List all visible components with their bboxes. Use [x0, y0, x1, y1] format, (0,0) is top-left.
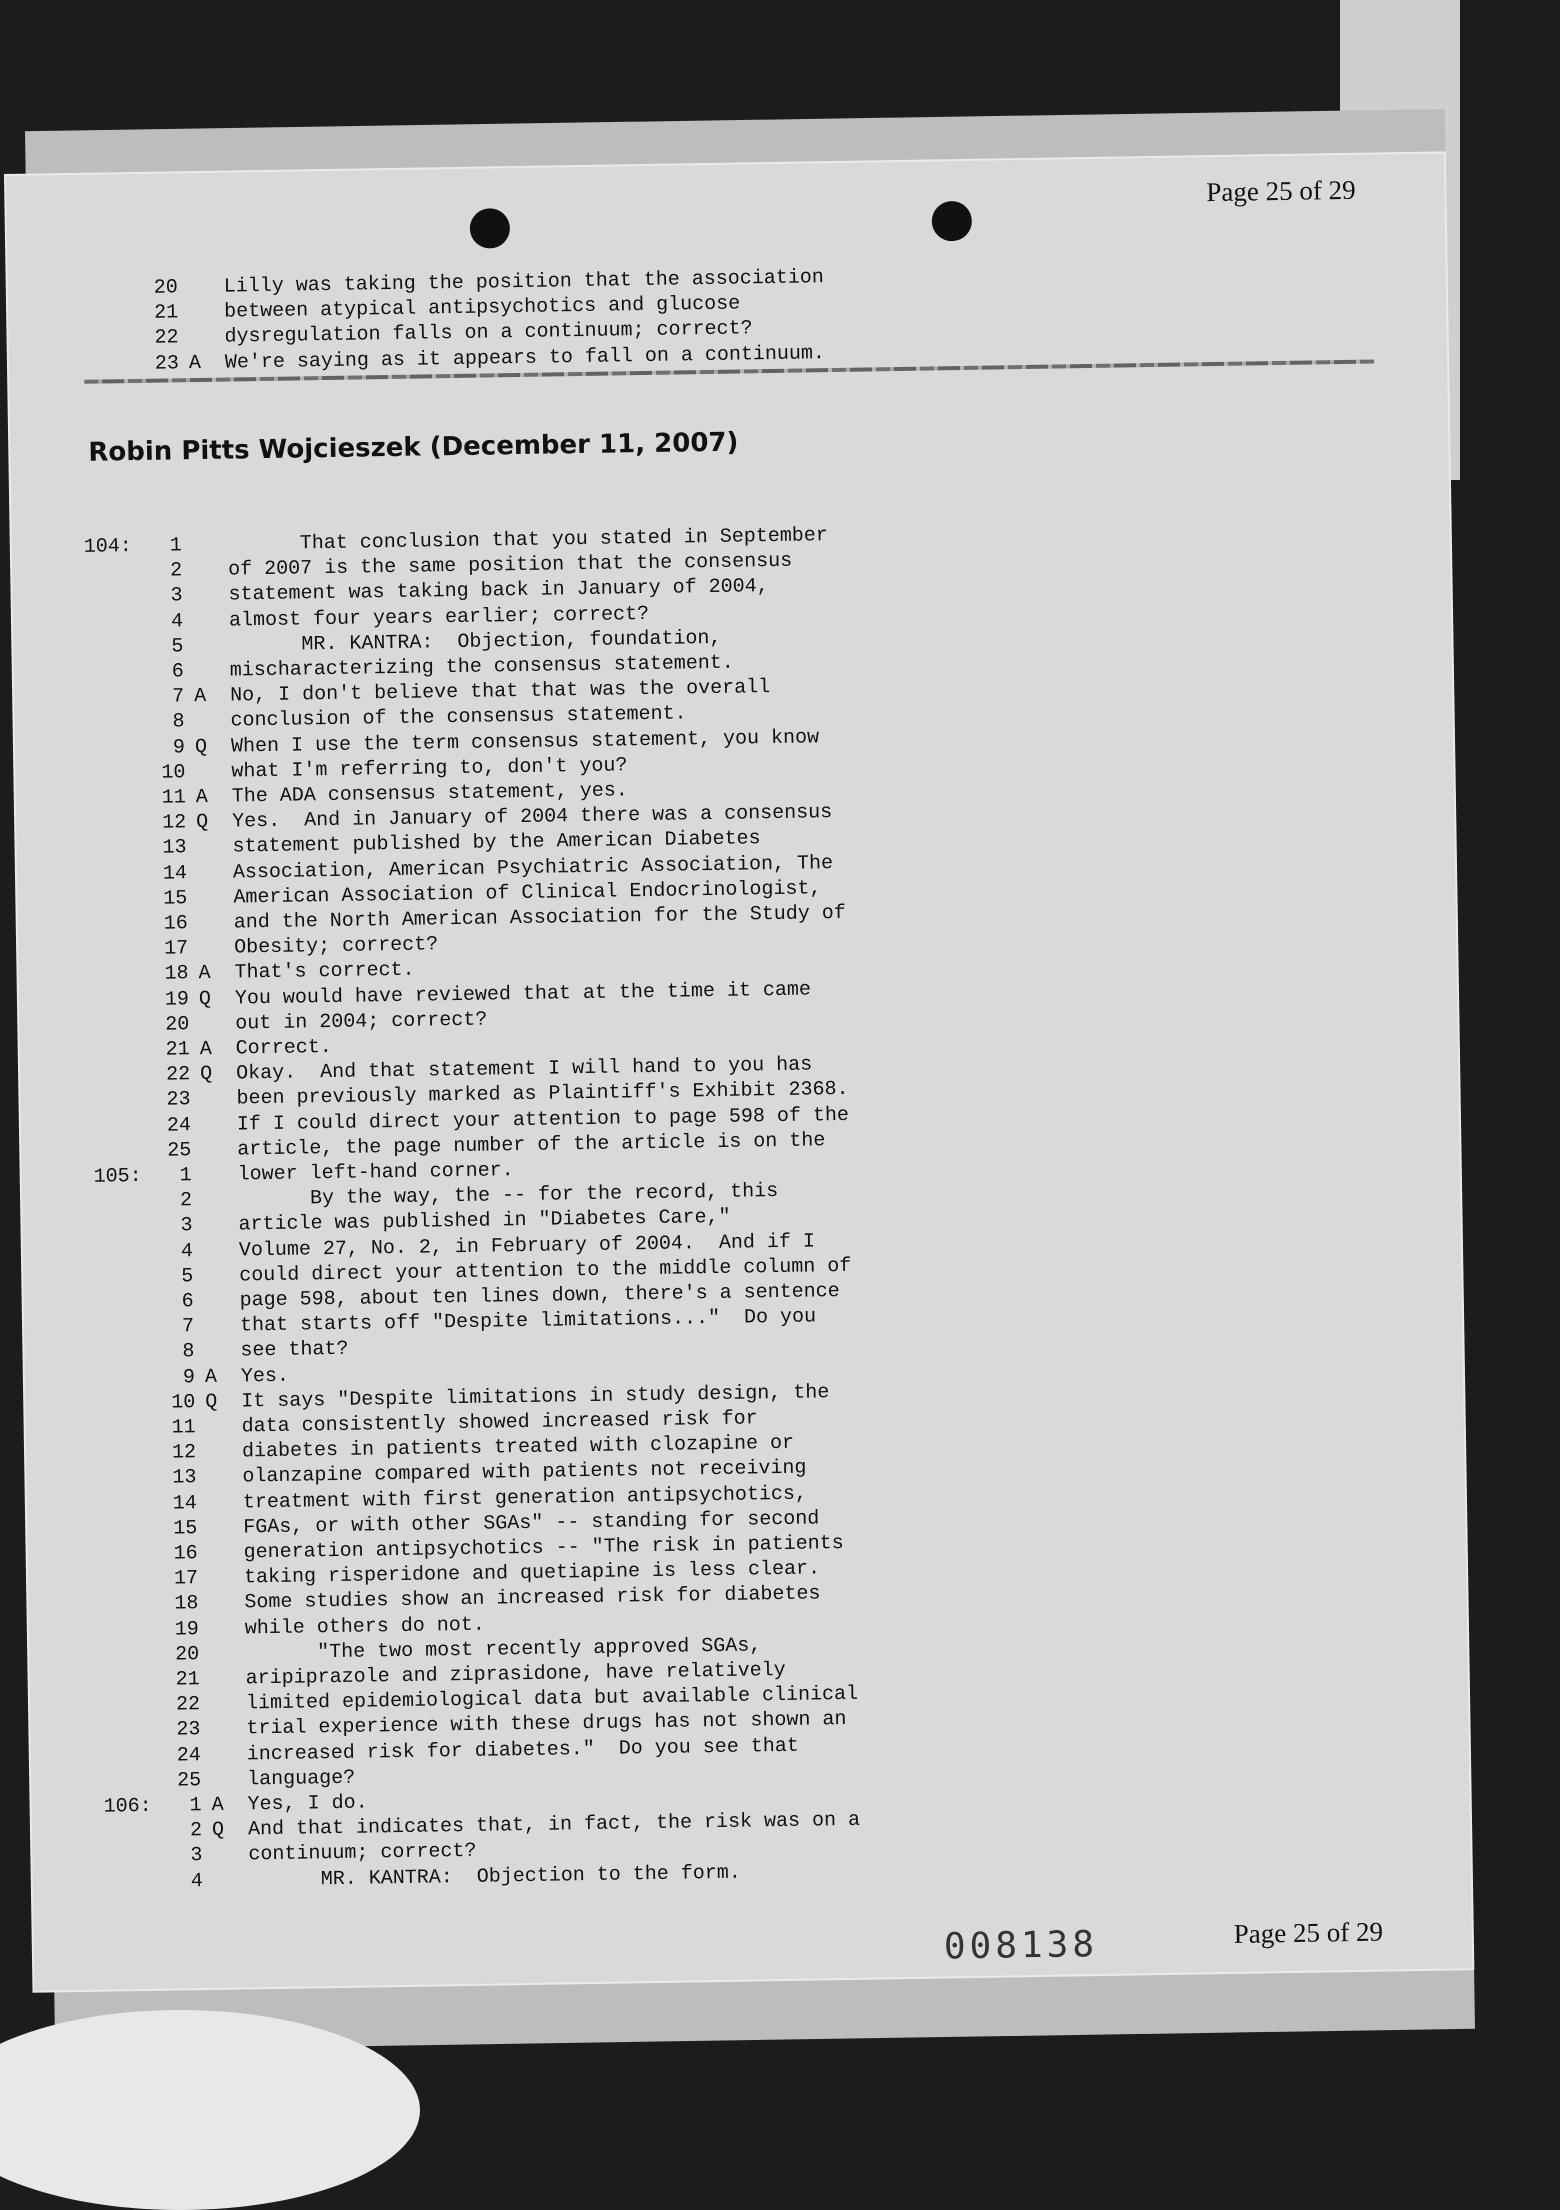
line-number: 1: [142, 533, 182, 559]
line-text: and the North American Association for the Study of: [234, 901, 846, 936]
line-text: MR. KANTRA: Objection, foundation,: [301, 626, 721, 658]
page-line-ref: [31, 1744, 151, 1746]
line-text: while others do not.: [245, 1612, 485, 1641]
line-number: 12: [146, 810, 186, 836]
page-line-ref: [26, 1441, 146, 1443]
line-number: 15: [147, 886, 187, 912]
line-text: between atypical antipsychotics and glucose: [224, 292, 740, 325]
page-line-ref: [24, 1340, 144, 1342]
page-line-ref: [25, 1366, 145, 1368]
line-number: 8: [154, 1340, 194, 1366]
line-number: 13: [156, 1466, 196, 1492]
line-number: 9: [145, 735, 185, 761]
punch-hole: [470, 208, 511, 249]
line-number: 15: [157, 1516, 197, 1542]
speaker-marker: A: [205, 1364, 217, 1389]
line-text: almost four years earlier; correct?: [229, 602, 649, 634]
page-line-ref: [23, 1240, 143, 1242]
line-text: generation antipsychotics -- "The risk in patients: [243, 1531, 843, 1565]
line-number: 17: [148, 936, 188, 962]
page-line-ref: [21, 1139, 141, 1141]
line-text: treatment with first generation antipsychotics,: [243, 1481, 807, 1515]
page-line-ref: 105:: [22, 1164, 142, 1191]
page-line-ref: [13, 635, 133, 637]
page-line-ref: [28, 1592, 148, 1594]
page-line-ref: [8, 301, 128, 303]
line-number: 3: [162, 1844, 202, 1870]
line-number: 11: [155, 1415, 195, 1441]
line-text: Lilly was taking the position that the association: [224, 265, 824, 299]
page-line-ref: [25, 1391, 145, 1393]
page-line-ref: [23, 1265, 143, 1267]
page-line-ref: [32, 1844, 152, 1846]
page-line-ref: [18, 962, 138, 964]
line-number: 8: [144, 710, 184, 736]
line-number: 22: [160, 1692, 200, 1718]
line-text: olanzapine compared with patients not receiving: [242, 1456, 806, 1490]
line-text: Correct.: [236, 1035, 332, 1062]
line-number: 3: [152, 1214, 192, 1240]
line-number: 14: [157, 1491, 197, 1517]
line-number: 7: [154, 1314, 194, 1340]
line-number: 16: [148, 911, 188, 937]
line-text: page 598, about ten lines down, there's a sentence: [240, 1279, 840, 1313]
page-line-ref: [8, 326, 128, 328]
line-number: 23: [139, 351, 179, 377]
line-number: 6: [154, 1289, 194, 1315]
line-number: 23: [160, 1718, 200, 1744]
line-number: 10: [155, 1390, 195, 1416]
line-text: increased risk for diabetes." Do you see that: [247, 1733, 799, 1767]
line-text: what I'm referring to, don't you?: [231, 753, 627, 784]
line-number: 4: [163, 1869, 203, 1895]
line-number: 7: [144, 684, 184, 710]
line-text: MR. KANTRA: Objection to the form.: [321, 1860, 741, 1892]
page-line-ref: [29, 1643, 149, 1645]
speaker-marker: Q: [200, 1062, 212, 1087]
line-text: see that?: [240, 1337, 348, 1364]
speaker-marker: Q: [196, 810, 208, 835]
page-line-ref: [18, 937, 138, 939]
line-text: article was published in "Diabetes Care,": [238, 1205, 730, 1238]
page-line-ref: [27, 1492, 147, 1494]
line-number: 19: [159, 1617, 199, 1643]
speaker-marker: A: [196, 785, 208, 810]
page-line-ref: [12, 584, 132, 586]
line-text: been previously marked as Plaintiff's Exhibit 2368.: [236, 1077, 848, 1112]
page-line-ref: [30, 1718, 150, 1720]
line-number: 11: [146, 785, 186, 811]
line-number: 24: [161, 1743, 201, 1769]
line-text: could direct your attention to the middle column of: [239, 1254, 851, 1289]
line-text: article, the page number of the article is on the: [237, 1128, 825, 1162]
page-line-ref: [27, 1542, 147, 1544]
line-text: When I use the term consensus statement, you know: [231, 725, 819, 759]
line-number: 21: [159, 1667, 199, 1693]
page-line-ref: 104:: [12, 534, 132, 561]
speaker-marker: Q: [205, 1390, 217, 1415]
speaker-marker: A: [211, 1793, 223, 1818]
line-text: That conclusion that you stated in September: [300, 523, 828, 556]
line-text: statement was taking back in January of 2004,: [228, 574, 768, 607]
page-line-ref: [17, 862, 137, 864]
page-line-ref: [30, 1693, 150, 1695]
section-heading: Robin Pitts Wojcieszek (December 11, 2007): [88, 427, 739, 469]
line-number: 16: [157, 1541, 197, 1567]
page-line-ref: [14, 660, 134, 662]
speaker-marker: A: [194, 684, 206, 709]
line-number: 20: [159, 1642, 199, 1668]
line-number: 25: [161, 1768, 201, 1794]
speaker-marker: A: [200, 1037, 212, 1062]
line-text: statement published by the American Diabetes: [232, 827, 760, 860]
line-number: 10: [145, 760, 185, 786]
line-number: 12: [156, 1440, 196, 1466]
speaker-marker: Q: [199, 986, 211, 1011]
line-text: of 2007 is the same position that the consensus: [228, 549, 792, 583]
line-number: 19: [149, 987, 189, 1013]
line-number: 18: [148, 962, 188, 988]
line-text: The ADA consensus statement, yes.: [232, 778, 628, 809]
bates-number: 008138: [944, 1924, 1099, 1967]
line-text: FGAs, or with other SGAs" -- standing for second: [243, 1506, 819, 1540]
page-line-ref: [28, 1567, 148, 1569]
line-text: Yes.: [241, 1363, 289, 1389]
line-text: And that indicates that, in fact, the risk was on a: [248, 1808, 860, 1843]
page-line-ref: [29, 1618, 149, 1620]
line-text: language?: [247, 1766, 355, 1793]
speaker-marker: A: [198, 961, 210, 986]
page-line-ref: [20, 1063, 140, 1065]
page-line-ref: [31, 1769, 151, 1771]
line-number: 3: [142, 584, 182, 610]
page-line-ref: [22, 1214, 142, 1216]
page-line-ref: [13, 610, 133, 612]
page-line-ref: [18, 912, 138, 914]
line-number: 21: [138, 301, 178, 327]
speaker-marker: A: [189, 351, 201, 376]
line-number: 5: [153, 1264, 193, 1290]
page-line-ref: [26, 1466, 146, 1468]
line-number: 4: [153, 1239, 193, 1265]
page-line-ref: [27, 1517, 147, 1519]
line-text: limited epidemiological data but available clinical: [246, 1682, 858, 1717]
line-text: Okay. And that statement I will hand to you has: [236, 1053, 812, 1087]
page-number-footer: Page 25 of 29: [1234, 1917, 1384, 1950]
line-number: 14: [147, 861, 187, 887]
page-line-ref: [19, 988, 139, 990]
page-line-ref: [16, 811, 136, 813]
line-number: 22: [150, 1062, 190, 1088]
speaker-marker: Q: [212, 1818, 224, 1843]
line-text: out in 2004; correct?: [235, 1007, 487, 1036]
line-number: 2: [162, 1818, 202, 1844]
line-number: 1: [161, 1793, 201, 1819]
line-text: No, I don't believe that that was the overall: [230, 675, 770, 708]
line-number: 2: [142, 558, 182, 584]
line-number: 23: [150, 1088, 190, 1114]
line-text: We're saying as it appears to fall on a continuum.: [225, 341, 825, 375]
page-line-ref: [8, 276, 128, 278]
line-text: that starts off "Despite limitations..." Do you: [240, 1305, 816, 1339]
page-line-ref: [16, 836, 136, 838]
line-text: continuum; correct?: [248, 1839, 476, 1868]
line-text: lower left-hand corner.: [238, 1158, 514, 1187]
page-line-ref: [9, 352, 129, 354]
line-text: dysregulation falls on a continuum; correct?: [224, 317, 752, 350]
line-text: By the way, the -- for the record, this: [310, 1179, 778, 1211]
speaker-marker: Q: [195, 735, 207, 760]
line-number: 25: [151, 1138, 191, 1164]
line-text: Yes, I do.: [247, 1791, 367, 1818]
line-text: Association, American Psychiatric Association, The: [233, 851, 833, 885]
page-line-ref: [24, 1315, 144, 1317]
line-text: diabetes in patients treated with clozapine or: [242, 1431, 794, 1465]
line-text: American Association of Clinical Endocrinologist,: [233, 876, 821, 910]
line-number: 18: [158, 1592, 198, 1618]
line-text: taking risperidone and quetiapine is less clear.: [244, 1557, 820, 1591]
page-number-header: Page 25 of 29: [1206, 175, 1356, 208]
line-number: 4: [143, 609, 183, 635]
line-text: That's correct.: [234, 958, 414, 986]
page-line-ref: [26, 1416, 146, 1418]
page-line-ref: [16, 786, 136, 788]
line-text: It says "Despite limitations in study design, the: [241, 1380, 829, 1414]
line-text: data consistently showed increased risk for: [241, 1406, 757, 1439]
line-text: conclusion of the consensus statement.: [230, 702, 686, 734]
line-text: mischaracterizing the consensus statement.: [230, 651, 734, 684]
punch-hole: [932, 201, 973, 242]
page-line-ref: [24, 1290, 144, 1292]
line-text: Some studies show an increased risk for diabetes: [244, 1582, 820, 1616]
line-number: 1: [152, 1163, 192, 1189]
line-text: Yes. And in January of 2004 there was a consensus: [232, 800, 832, 834]
page-line-ref: 106:: [31, 1794, 151, 1821]
page-line-ref: [29, 1668, 149, 1670]
page-line-ref: [17, 887, 137, 889]
line-text: "The two most recently approved SGAs,: [317, 1633, 761, 1665]
line-number: 6: [144, 659, 184, 685]
line-number: 2: [152, 1188, 192, 1214]
document-page: [6, 153, 1472, 1990]
line-text: aripiprazole and ziprasidone, have relatively: [245, 1658, 785, 1691]
page-line-ref: [21, 1114, 141, 1116]
line-number: 22: [138, 326, 178, 352]
line-number: 17: [158, 1566, 198, 1592]
line-number: 24: [151, 1113, 191, 1139]
page-line-ref: [15, 761, 135, 763]
line-number: 20: [149, 1012, 189, 1038]
page-line-ref: [19, 1013, 139, 1015]
page-line-ref: [15, 736, 135, 738]
line-number: 20: [138, 275, 178, 301]
page-line-ref: [20, 1038, 140, 1040]
line-text: Obesity; correct?: [234, 932, 438, 960]
line-text: trial experience with these drugs has not shown an: [246, 1707, 846, 1741]
line-number: 21: [150, 1037, 190, 1063]
line-text: Volume 27, No. 2, in February of 2004. And if I: [239, 1229, 815, 1263]
page-line-ref: [14, 685, 134, 687]
page-line-ref: [20, 1088, 140, 1090]
line-number: 13: [146, 836, 186, 862]
page-line-ref: [33, 1869, 153, 1871]
line-text: If I could direct your attention to page 598 of the: [237, 1102, 849, 1137]
page-line-ref: [14, 710, 134, 712]
line-number: 5: [143, 634, 183, 660]
line-number: 9: [155, 1365, 195, 1391]
line-text: You would have reviewed that at the time it came: [235, 977, 811, 1011]
